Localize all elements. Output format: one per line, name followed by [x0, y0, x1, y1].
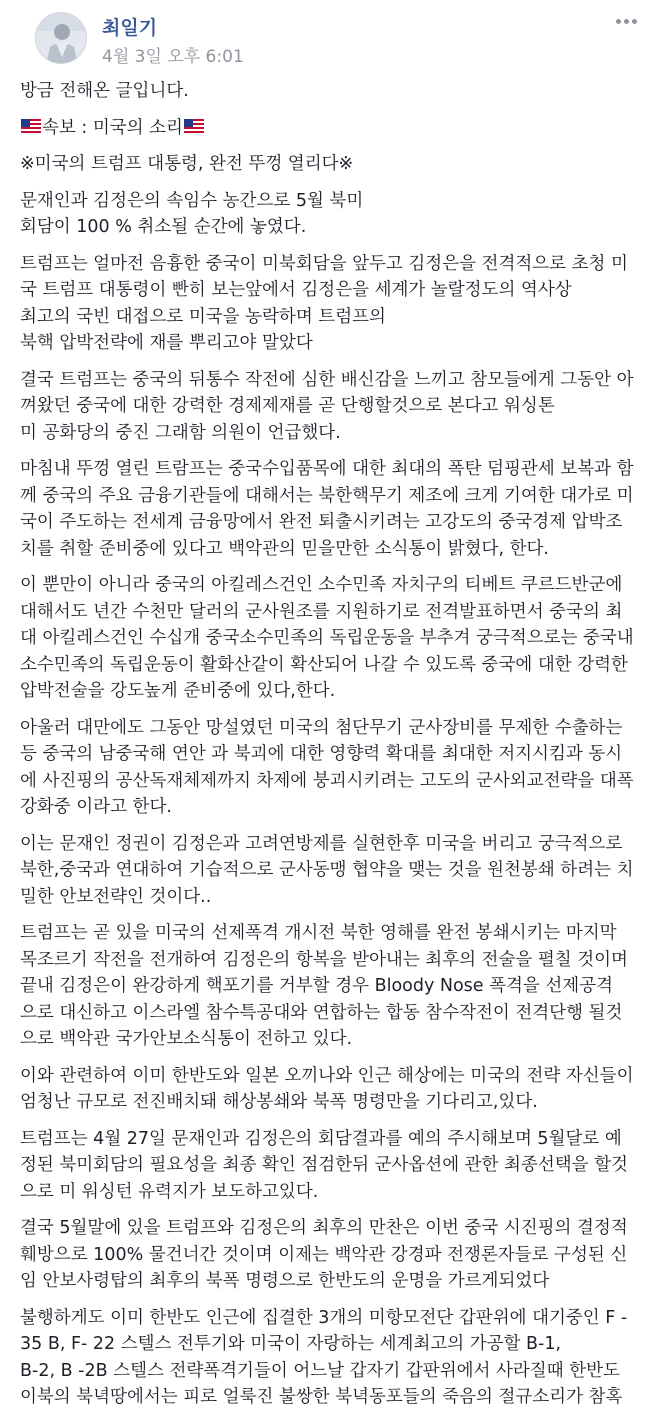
profile-photo: [36, 13, 87, 64]
dot: [624, 19, 629, 24]
text-line: 트럼프는 얼마전 음흉한 중국이 미북회담을 앞두고 김정은을 전격적으로 초청 미: [20, 253, 628, 274]
paragraph: [20, 572, 650, 705]
text-line: 마침내 뚜껑 열린 트람프는 중국수입품목에 대한 최대의 폭탄 덤핑관세 보복과 함: [20, 459, 634, 479]
paragraph: [20, 456, 650, 562]
text-line: 께 중국의 주요 금융기관들에 대해서는 북한핵무기 제조에 크게 기여한 대가로 미: [20, 485, 634, 506]
paragraph: [20, 1215, 650, 1295]
text-line: 이북의 북녁땅에서는 피로 얼룩진 불쌍한 북녁동포들의 죽음의 절규소리가 참혹: [20, 1387, 623, 1407]
text-line: 임 안보사령탑의 최후의 북폭 명령으로 한반도의 운명을 가르게되었다: [20, 1271, 550, 1291]
text-line: 대해서도 년간 수천만 달러의 군사원조를 지원하기로 전격발표하면서 중국의 최: [20, 601, 623, 622]
text-line: 으로 백악관 국가안보소식통이 전하고 있다.: [20, 1029, 353, 1049]
post-header: [18, 0, 650, 78]
text-line: 등 중국의 남중국해 연안 과 북괴에 대한 영향력 확대를 최대한 저지시킴과 동시: [20, 744, 623, 764]
post-body: [18, 78, 650, 1411]
text-line: B-2, B -2B 스텔스 전략폭격기들이 어느날 갑자기 갑판위에서 사라질때 한반도: [20, 1360, 620, 1381]
paragraph: [20, 188, 650, 241]
paragraph: [20, 1305, 650, 1411]
paragraph: [20, 151, 650, 178]
headline-text: 속보 : 미국의 소리: [42, 117, 183, 138]
text-line: 문재인과 김정은의 속임수 농간으로 5월 북미: [20, 190, 364, 211]
post-timestamp[interactable]: 4월 3일 오후 6:01: [102, 47, 244, 67]
text-line: 치를 취할 준비중에 있다고 백악관의 믿을만한 소식통이 밝혔다, 한다.: [20, 538, 549, 559]
text-line: 으로 대신하고 이스라엘 참수특공대와 연합하는 합동 참수작전이 전격단행 될것: [20, 1002, 623, 1023]
text-line: 35 B, F- 22 스텔스 전투기와 미국이 자랑하는 세계최고의 가공할 B-1,: [20, 1334, 562, 1354]
text-line: 정된 북미회담의 필요성을 최종 확인 점검한뒤 군사옵션에 관한 최종선택을 할것: [20, 1155, 628, 1175]
text-line: ※미국의 트럼프 대통령, 완전 뚜껑 열리다※: [20, 154, 354, 174]
text-line: 소수민족의 독립운동이 활화산같이 확산되어 나갈 수 있도록 중국에 대한 강력한: [20, 654, 628, 675]
text-line: 이는 문재인 정권이 김정은과 고려연방제를 실현한후 미국을 버리고 궁극적으로: [20, 833, 623, 854]
text-line: 으로 미 워싱턴 유력지가 보도하고있다.: [20, 1181, 319, 1202]
paragraph: [20, 1126, 650, 1206]
text-line: 트럼프는 곧 있을 미국의 선제폭격 개시전 북한 영해를 완전 봉쇄시키는 마지막: [20, 923, 617, 943]
text-line: 최고의 국빈 대접으로 미국을 농락하며 트럼프의: [20, 306, 386, 327]
text-line: 강화중 이라고 한다.: [20, 797, 172, 817]
text-line: 이와 관련하여 이미 한반도와 일본 오끼나와 인근 해상에는 미국의 전략 자신들이: [20, 1065, 634, 1086]
text-line: 국 트럼프 대통령이 빤히 보는앞에서 김정은을 세계가 놀랄정도의 역사상: [20, 280, 572, 300]
text-line: 이 뿐만이 아니라 중국의 아킬레스건인 소수민족 자치구의 티베트 쿠르드반군에: [20, 575, 623, 595]
text-line: 불행하게도 이미 한반도 인근에 집결한 3개의 미항모전단 갑판위에 대기중인 F -: [20, 1307, 628, 1328]
text-line: 국이 주도하는 전세계 금융망에서 완전 퇴출시키려는 고강도의 중국경제 압박조: [20, 512, 623, 532]
us-flag-icon: [21, 119, 41, 135]
paragraph: [20, 715, 650, 821]
paragraph: [20, 367, 650, 447]
dot: [616, 19, 621, 24]
paragraph: [20, 78, 650, 105]
more-options-icon[interactable]: [614, 14, 640, 28]
text-line: 결국 트럼프는 중국의 뒤통수 작전에 심한 배신감을 느끼고 참모들에게 그동안 아: [20, 369, 634, 390]
paragraph: [20, 1063, 650, 1116]
paragraph: [20, 920, 650, 1053]
text-line: 훼방으로 100% 물건너간 것이며 이제는 백악관 강경파 전쟁론자들로 구성된 신: [20, 1244, 628, 1265]
us-flag-icon: [184, 119, 204, 135]
paragraph: [20, 115, 650, 142]
text-line: 북한,중국과 연대하여 기습적으로 군사동맹 협약을 맺는 것을 원천봉쇄 하려는 치: [20, 860, 634, 880]
paragraph: [20, 251, 650, 357]
text-line: 에 사진핑의 공산독재체제까지 차제에 붕괴시키려는 고도의 군사외교전략을 대폭: [20, 770, 634, 791]
text-line: 압박전술을 강도높게 준비중에 있다,한다.: [20, 681, 336, 701]
text-line: 북핵 압박전략에 재를 뿌리고야 말았다: [20, 333, 313, 353]
text-line: 엄청난 규모로 전진배치돼 해상봉쇄와 북폭 명령만을 기다리고,있다.: [20, 1092, 538, 1112]
dot: [632, 19, 637, 24]
text-line: 끝내 김정은이 완강하게 핵포기를 거부할 경우 Bloody Nose 폭격을 선제공격: [20, 976, 614, 996]
text-line: 아울러 대만에도 그동안 망설였던 미국의 첨단무기 군사장비를 무제한 수출하는: [20, 717, 623, 738]
text-line: 방금 전해온 글입니다.: [20, 81, 189, 101]
text-line: 결국 5월말에 있을 트럼프와 김정은의 최후의 만찬은 이번 중국 시진핑의 결정적: [20, 1218, 628, 1238]
text-line: 회담이 100 % 취소될 순간에 놓였다.: [20, 217, 307, 237]
text-line: 목조르기 작전을 전개하여 김정은의 항복을 받아내는 최후의 전술을 펼칠 것이며: [20, 949, 628, 970]
text-line: 트럼프는 4월 27일 문재인과 김정은의 회담결과를 예의 주시해보며 5월달로 예: [20, 1128, 622, 1149]
text-line: [20, 115, 650, 142]
text-line: 껴왔던 중국에 대한 강력한 경제제재를 곧 단행할것으로 본다고 워싱톤: [20, 396, 555, 416]
text-line: 미 공화당의 중진 그래함 의원이 언급했다.: [20, 422, 341, 443]
text-line: 밀한 안보전략인 것이다..: [20, 886, 212, 907]
avatar[interactable]: [35, 12, 87, 64]
text-line: 대 아킬레스건인 수십개 중국소수민족의 독립운동을 부추겨 궁극적으로는 중국내: [20, 628, 634, 648]
author-name[interactable]: 최일기: [102, 17, 158, 39]
paragraph: [20, 831, 650, 911]
